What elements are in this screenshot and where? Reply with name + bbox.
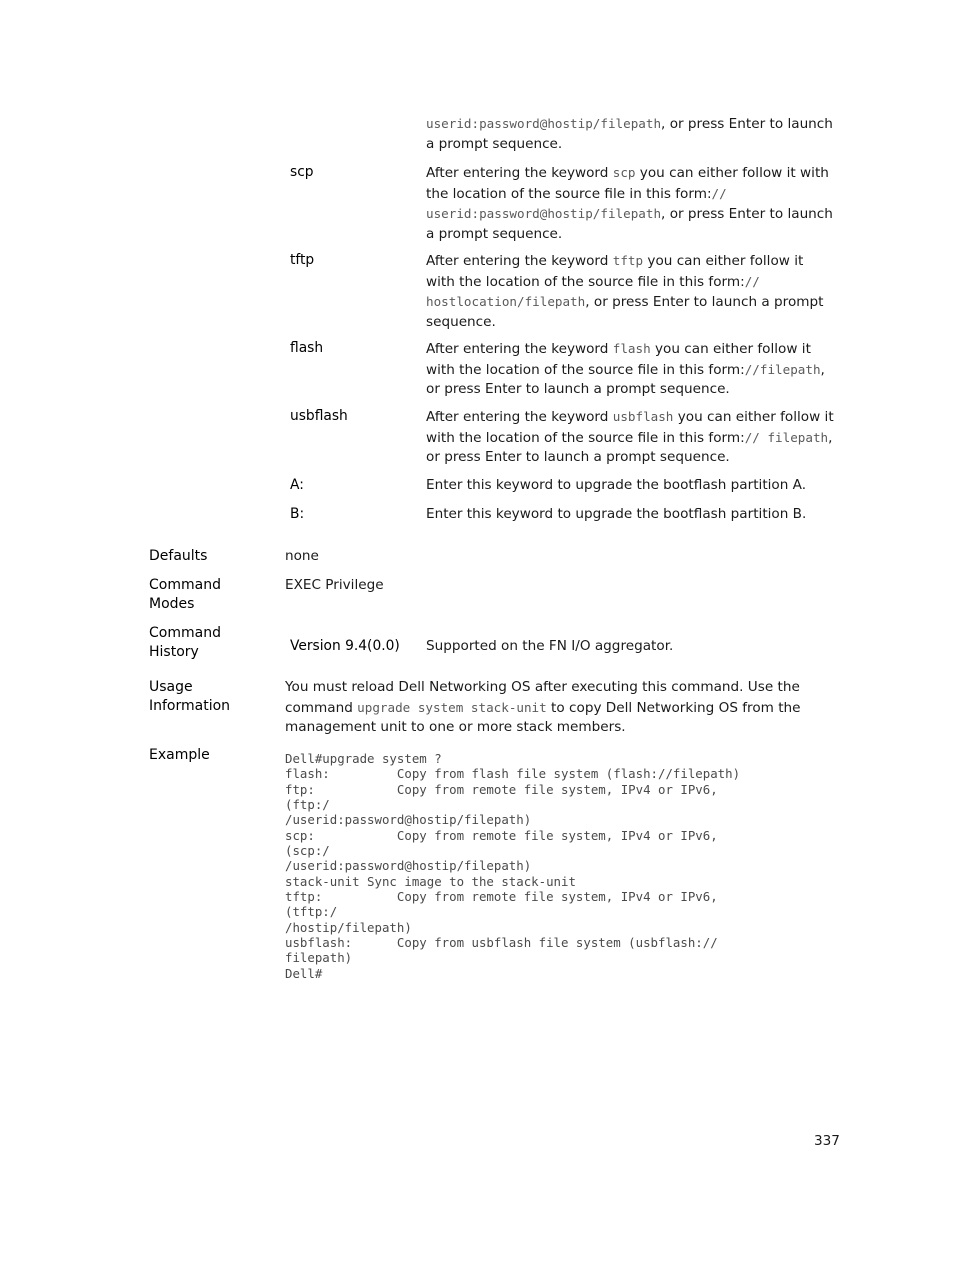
- usage-code: upgrade system stack-unit: [357, 699, 547, 715]
- command-modes-label: [149, 576, 221, 615]
- param-scp-pre: After entering the keyword: [426, 165, 613, 181]
- param-scp-code: // userid:password@hostip/filepath: [426, 185, 727, 222]
- param-flash-description: [426, 339, 836, 400]
- param-usbflash-pre: After entering the keyword: [426, 409, 613, 425]
- param-flash-mid: you can either follow it with the location of the source file in this form:: [426, 341, 811, 378]
- command-history-version: Version 9.4(0.0): [290, 638, 400, 654]
- example-code-block: Dell#upgrade system ? flash: Copy from flash file system (flash://filepath) ftp: Copy from remote file system, IPv4 or IPv6, (ftp:/ /userid:password@hostip/filepath) scp: Copy from remote file system, IPv4 or IPv6, (scp:/ /userid:password@hostip/filepath) stack-unit Sync image to the stack-unit tftp: Copy from remote file system, IPv4 or IPv6, (tftp:/ /hostip/filepath) usbflash: Copy from usbflash file system (usbflash:// filepath) Dell#: [285, 751, 741, 981]
- command-modes-value: EXEC Privilege: [285, 577, 384, 593]
- param-b-description: Enter this keyword to upgrade the bootflash partition B.: [426, 506, 807, 522]
- param-flash-keyword: flash: [290, 340, 324, 356]
- defaults-label: Defaults: [149, 548, 208, 564]
- param-usbflash-kwcode: usbflash: [612, 409, 674, 424]
- command-history-label-line2: History: [149, 644, 199, 661]
- param-usbflash-description: [426, 407, 836, 468]
- param-a-description: Enter this keyword to upgrade the bootflash partition A.: [426, 477, 807, 493]
- page-number: 337: [814, 1133, 840, 1149]
- usage-information-text: [285, 678, 830, 738]
- example-label: Example: [149, 747, 210, 763]
- param-flash-kwcode: flash: [612, 341, 651, 356]
- param-a-keyword: A:: [290, 477, 304, 493]
- param-scp-mid: you can either follow it with the location of the source file in this form:: [426, 165, 829, 202]
- usage-post: to copy Dell Networking OS from the management unit to one or more stack members.: [285, 699, 801, 736]
- param-tftp-kwcode: tftp: [612, 253, 644, 268]
- param-tftp-code: // hostlocation/filepath: [426, 273, 760, 310]
- usage-label-line2: Information: [149, 698, 231, 715]
- command-modes-label-line1: Command: [149, 577, 221, 593]
- param-cont-code: userid:password@hostip/filepath: [426, 116, 662, 131]
- command-history-label-line1: Command: [149, 625, 221, 641]
- param-tftp-mid: you can either follow it with the location of the source file in this form:: [426, 253, 804, 290]
- param-usbflash-rest: , or press Enter to launch a prompt sequence.: [426, 429, 833, 466]
- param-flash-pre: After entering the keyword: [426, 341, 613, 357]
- param-scp-description: [426, 163, 836, 244]
- param-scp-kwcode: scp: [612, 165, 636, 180]
- param-usbflash-mid: you can either follow it with the location of the source file in this form:: [426, 409, 834, 446]
- param-tftp-rest: , or press Enter to launch a prompt sequence.: [426, 294, 824, 330]
- param-flash-code: //filepath: [744, 361, 821, 377]
- param-tftp-description: [426, 251, 836, 332]
- param-flash-rest: , or press Enter to launch a prompt sequence.: [426, 361, 825, 398]
- param-b-keyword: B:: [290, 506, 305, 522]
- command-history-description: Supported on the FN I/O aggregator.: [426, 638, 674, 654]
- param-cont-rest: , or press Enter to launch a prompt sequence.: [426, 116, 833, 152]
- param-scp-keyword: scp: [290, 164, 314, 180]
- command-modes-label-line2: Modes: [149, 596, 195, 613]
- param-scp-rest: , or press Enter to launch a prompt sequence.: [426, 206, 833, 242]
- param-tftp-pre: After entering the keyword: [426, 253, 613, 269]
- param-tftp-keyword: tftp: [290, 252, 315, 268]
- param-usbflash-keyword: usbflash: [290, 408, 348, 424]
- param-cont-description: [426, 114, 836, 154]
- usage-pre: You must reload Dell Networking OS after executing this command. Use the command: [285, 679, 800, 716]
- usage-label-line1: Usage: [149, 679, 193, 695]
- defaults-value: none: [285, 548, 319, 564]
- command-history-label: [149, 624, 221, 663]
- usage-information-label: [149, 678, 230, 717]
- param-usbflash-code: // filepath: [744, 429, 829, 445]
